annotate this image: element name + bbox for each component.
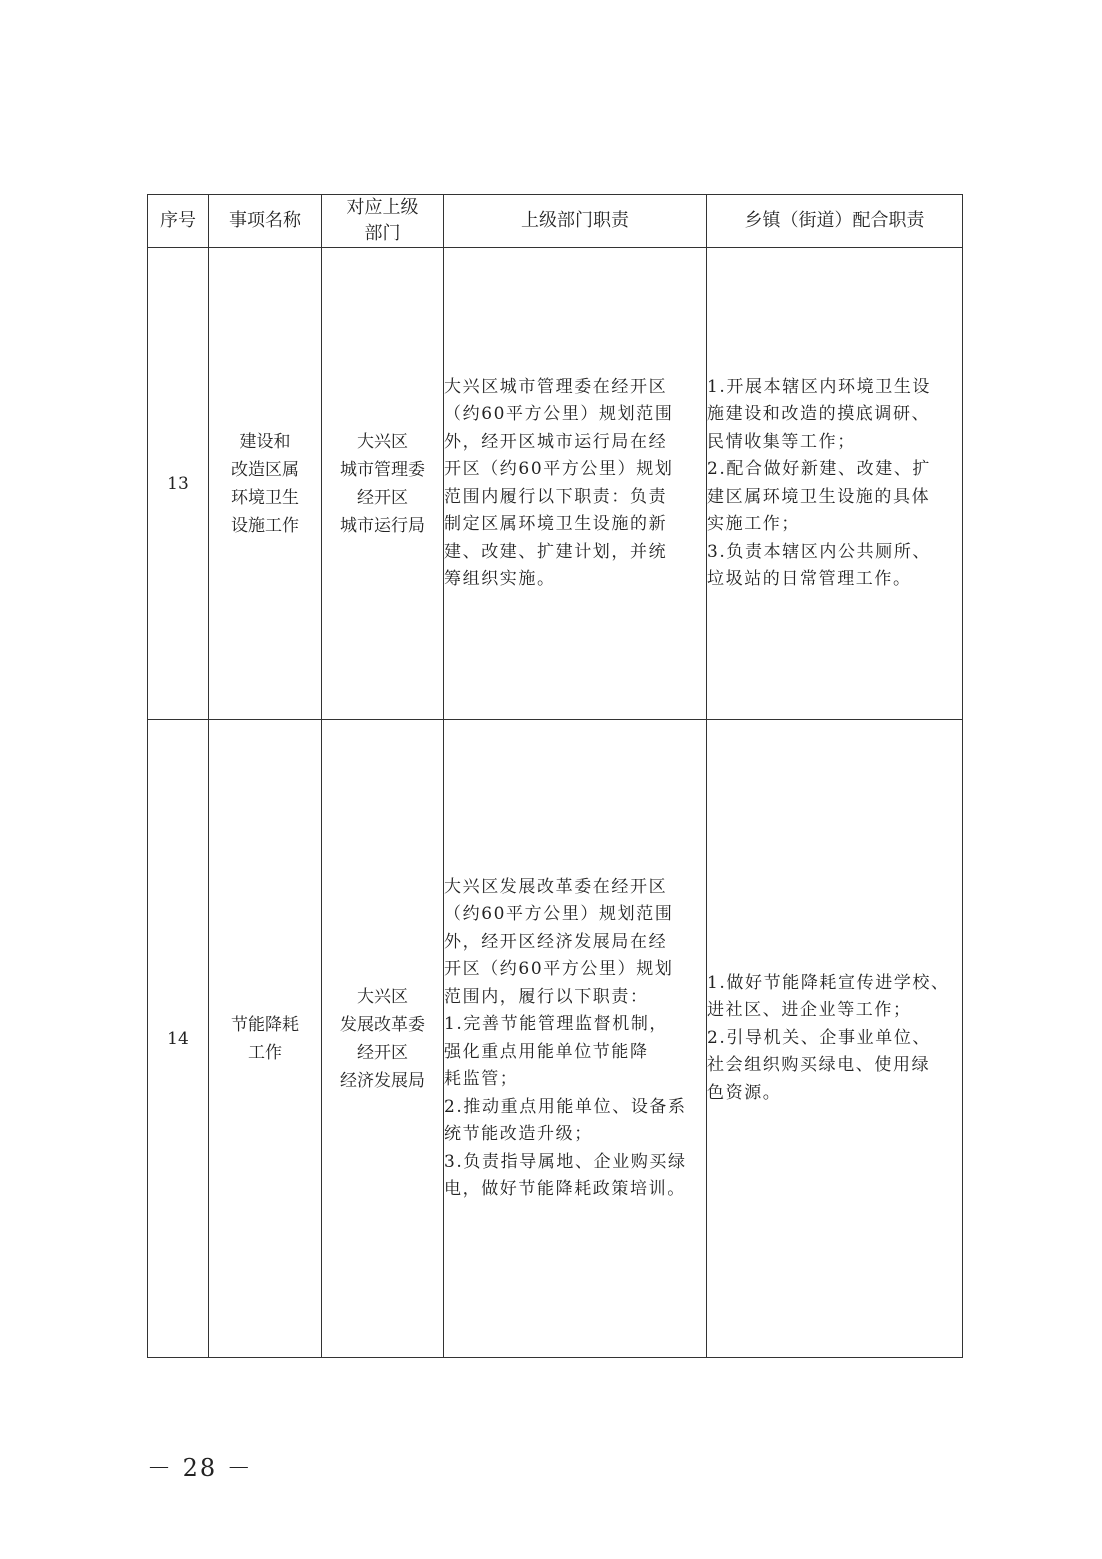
header-number: 序号 <box>148 195 209 248</box>
header-item-name: 事项名称 <box>209 195 322 248</box>
upper-dept: 大兴区 城市管理委 经开区 城市运行局 <box>322 248 444 720</box>
table-header-row <box>148 195 963 248</box>
item-name: 建设和 改造区属 环境卫生 设施工作 <box>209 248 322 720</box>
page-number: － 28 － <box>147 1454 253 1482</box>
upper-duty: 大兴区发展改革委在经开区 （约60平方公里）规划范围 外，经开区经济发展局在经 开区（约60平方公里）规划 范围内，履行以下职责： 1.完善节能管理监督机制， 强化重点用能单位节能降 耗监管； 2.推动重点用能单位、设备系 统节能改造升级； 3.负责指导属地、企业购买绿 电，做好节能降耗政策培训。 <box>444 720 707 1358</box>
upper-dept: 大兴区 发展改革委 经开区 经济发展局 <box>322 720 444 1358</box>
item-name: 节能降耗 工作 <box>209 720 322 1358</box>
header-town-duty: 乡镇（街道）配合职责 <box>707 195 963 248</box>
table-row <box>148 720 963 1358</box>
town-duty: 1.做好节能降耗宣传进学校、 进社区、进企业等工作； 2.引导机关、企事业单位、 社会组织购买绿电、使用绿 色资源。 <box>707 720 963 1358</box>
header-upper-dept: 对应上级 部门 <box>322 195 444 248</box>
upper-duty: 大兴区城市管理委在经开区 （约60平方公里）规划范围 外，经开区城市运行局在经 开区（约60平方公里）规划 范围内履行以下职责：负责 制定区属环境卫生设施的新 建、改建、扩建计划，并统 筹组织实施。 <box>444 248 707 720</box>
duty-table <box>147 194 963 1358</box>
table-row <box>148 248 963 720</box>
row-number: 13 <box>148 248 209 720</box>
row-number: 14 <box>148 720 209 1358</box>
town-duty: 1.开展本辖区内环境卫生设 施建设和改造的摸底调研、 民情收集等工作； 2.配合做好新建、改建、扩 建区属环境卫生设施的具体 实施工作； 3.负责本辖区内公共厕所、 垃圾站的日常管理工作。 <box>707 248 963 720</box>
header-upper-duty: 上级部门职责 <box>444 195 707 248</box>
